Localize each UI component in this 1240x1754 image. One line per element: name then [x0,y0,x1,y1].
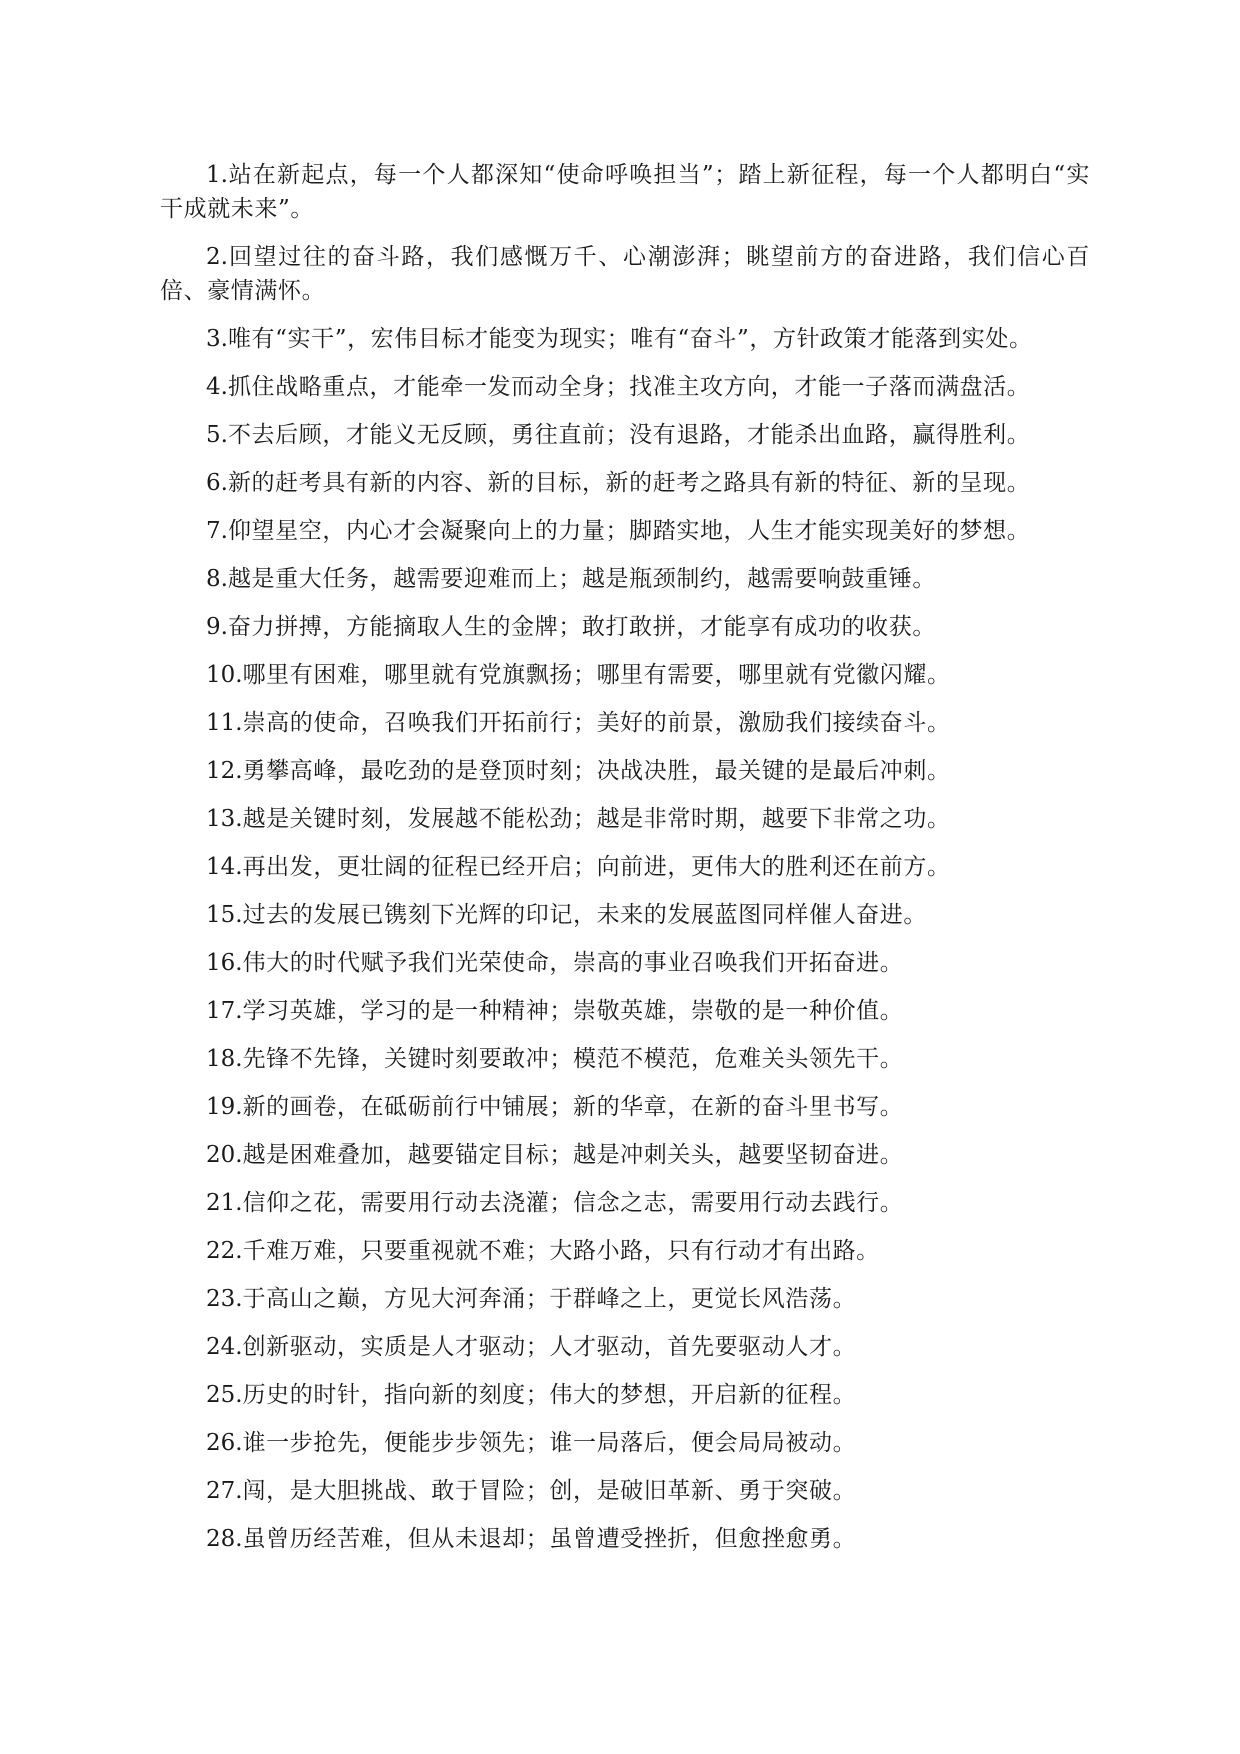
item-text: 于高山之巅，方见大河奔涌；于群峰之上，更觉长风浩荡。 [242,1286,857,1312]
list-item [160,658,1090,692]
item-number: 9. [206,614,228,640]
item-number: 3. [206,326,228,352]
list-item [160,158,1090,226]
item-text: 再出发，更壮阔的征程已经开启；向前进，更伟大的胜利还在前方。 [242,854,951,880]
item-text: 回望过往的奋斗路，我们感慨万千、心潮澎湃；眺望前方的奋进路，我们信心百倍、豪情满怀。 [160,244,1090,304]
item-number: 13. [206,806,243,832]
list-item [160,514,1090,548]
item-text: 虽曾历经苦难，但从未退却；虽曾遭受挫折，但愈挫愈勇。 [242,1526,857,1552]
item-text: 千难万难，只要重视就不难；大路小路，只有行动才有出路。 [242,1238,880,1264]
list-item [160,754,1090,788]
list-item [160,1522,1090,1556]
item-number: 4. [206,374,228,400]
item-number: 20. [206,1142,243,1168]
list-item [160,610,1090,644]
list-item [160,706,1090,740]
item-number: 10. [206,662,243,688]
item-text: 历史的时针，指向新的刻度；伟大的梦想，开启新的征程。 [242,1382,857,1408]
item-text: 闯，是大胆挑战、敢于冒险；创，是破旧革新、勇于突破。 [242,1478,857,1504]
item-number: 18. [206,1046,243,1072]
item-number: 11. [206,710,243,736]
item-number: 7. [206,518,228,544]
item-text: 哪里有困难，哪里就有党旗飘扬；哪里有需要，哪里就有党徽闪耀。 [242,662,951,688]
list-item [160,322,1090,356]
item-text: 越是关键时刻，发展越不能松劲；越是非常时期，越要下非常之功。 [242,806,951,832]
item-number: 21. [206,1190,243,1216]
list-item [160,1330,1090,1364]
item-number: 24. [206,1334,243,1360]
item-text: 崇高的使命，召唤我们开拓前行；美好的前景，激励我们接续奋斗。 [242,710,951,736]
item-number: 16. [206,950,243,976]
item-text: 过去的发展已镌刻下光辉的印记，未来的发展蓝图同样催人奋进。 [242,902,927,928]
list-item [160,1234,1090,1268]
item-text: 新的赶考具有新的内容、新的目标，新的赶考之路具有新的特征、新的呈现。 [227,470,1031,496]
list-item [160,370,1090,404]
item-text: 伟大的时代赋予我们光荣使命，崇高的事业召唤我们开拓奋进。 [242,950,904,976]
list-item [160,418,1090,452]
item-number: 15. [206,902,243,928]
item-text: 唯有“实干”，宏伟目标才能变为现实；唯有“奋斗”，方针政策才能落到实处。 [227,326,1033,352]
list-item [160,1426,1090,1460]
list-item [160,1378,1090,1412]
list-item [160,1138,1090,1172]
list-item [160,850,1090,884]
item-number: 1. [206,162,228,188]
item-number: 27. [206,1478,243,1504]
list-item [160,946,1090,980]
item-number: 5. [206,422,228,448]
item-number: 26. [206,1430,243,1456]
list-item [160,1282,1090,1316]
item-number: 19. [206,1094,243,1120]
item-text: 新的画卷，在砥砺前行中铺展；新的华章，在新的奋斗里书写。 [242,1094,904,1120]
item-number: 28. [206,1526,243,1552]
list-item [160,466,1090,500]
item-number: 23. [206,1286,243,1312]
item-text: 仰望星空，内心才会凝聚向上的力量；脚踏实地，人生才能实现美好的梦想。 [227,518,1031,544]
item-number: 8. [206,566,228,592]
item-text: 抓住战略重点，才能牵一发而动全身；找准主攻方向，才能一子落而满盘活。 [227,374,1031,400]
list-item [160,1474,1090,1508]
list-item [160,240,1090,308]
list-item [160,802,1090,836]
list-item [160,562,1090,596]
item-text: 创新驱动，实质是人才驱动；人才驱动，首先要驱动人才。 [242,1334,857,1360]
document-page [160,158,1090,1570]
item-text: 先锋不先锋，关键时刻要敢冲；模范不模范，危难关头领先干。 [242,1046,904,1072]
item-number: 6. [206,470,228,496]
list-item [160,1042,1090,1076]
item-text: 站在新起点，每一个人都深知“使命呼唤担当”；踏上新征程，每一个人都明白“实干成就未来”。 [160,162,1090,222]
item-text: 奋力拼搏，方能摘取人生的金牌；敢打敢拼，才能享有成功的收获。 [227,614,936,640]
item-text: 不去后顾，才能义无反顾，勇往直前；没有退路，才能杀出血路，赢得胜利。 [227,422,1031,448]
list-item [160,1090,1090,1124]
item-text: 谁一步抢先，便能步步领先；谁一局落后，便会局局被动。 [242,1430,857,1456]
item-number: 17. [206,998,243,1024]
item-text: 越是重大任务，越需要迎难而上；越是瓶颈制约，越需要响鼓重锤。 [227,566,936,592]
item-text: 越是困难叠加，越要锚定目标；越是冲刺关头，越要坚韧奋进。 [242,1142,904,1168]
list-item [160,994,1090,1028]
list-item [160,898,1090,932]
item-number: 12. [206,758,243,784]
item-text: 勇攀高峰，最吃劲的是登顶时刻；决战决胜，最关键的是最后冲刺。 [242,758,951,784]
item-number: 14. [206,854,243,880]
item-number: 2. [206,244,228,270]
item-text: 学习英雄，学习的是一种精神；崇敬英雄，崇敬的是一种价值。 [242,998,904,1024]
item-number: 22. [206,1238,243,1264]
list-item [160,1186,1090,1220]
item-number: 25. [206,1382,243,1408]
item-text: 信仰之花，需要用行动去浇灌；信念之志，需要用行动去践行。 [242,1190,904,1216]
